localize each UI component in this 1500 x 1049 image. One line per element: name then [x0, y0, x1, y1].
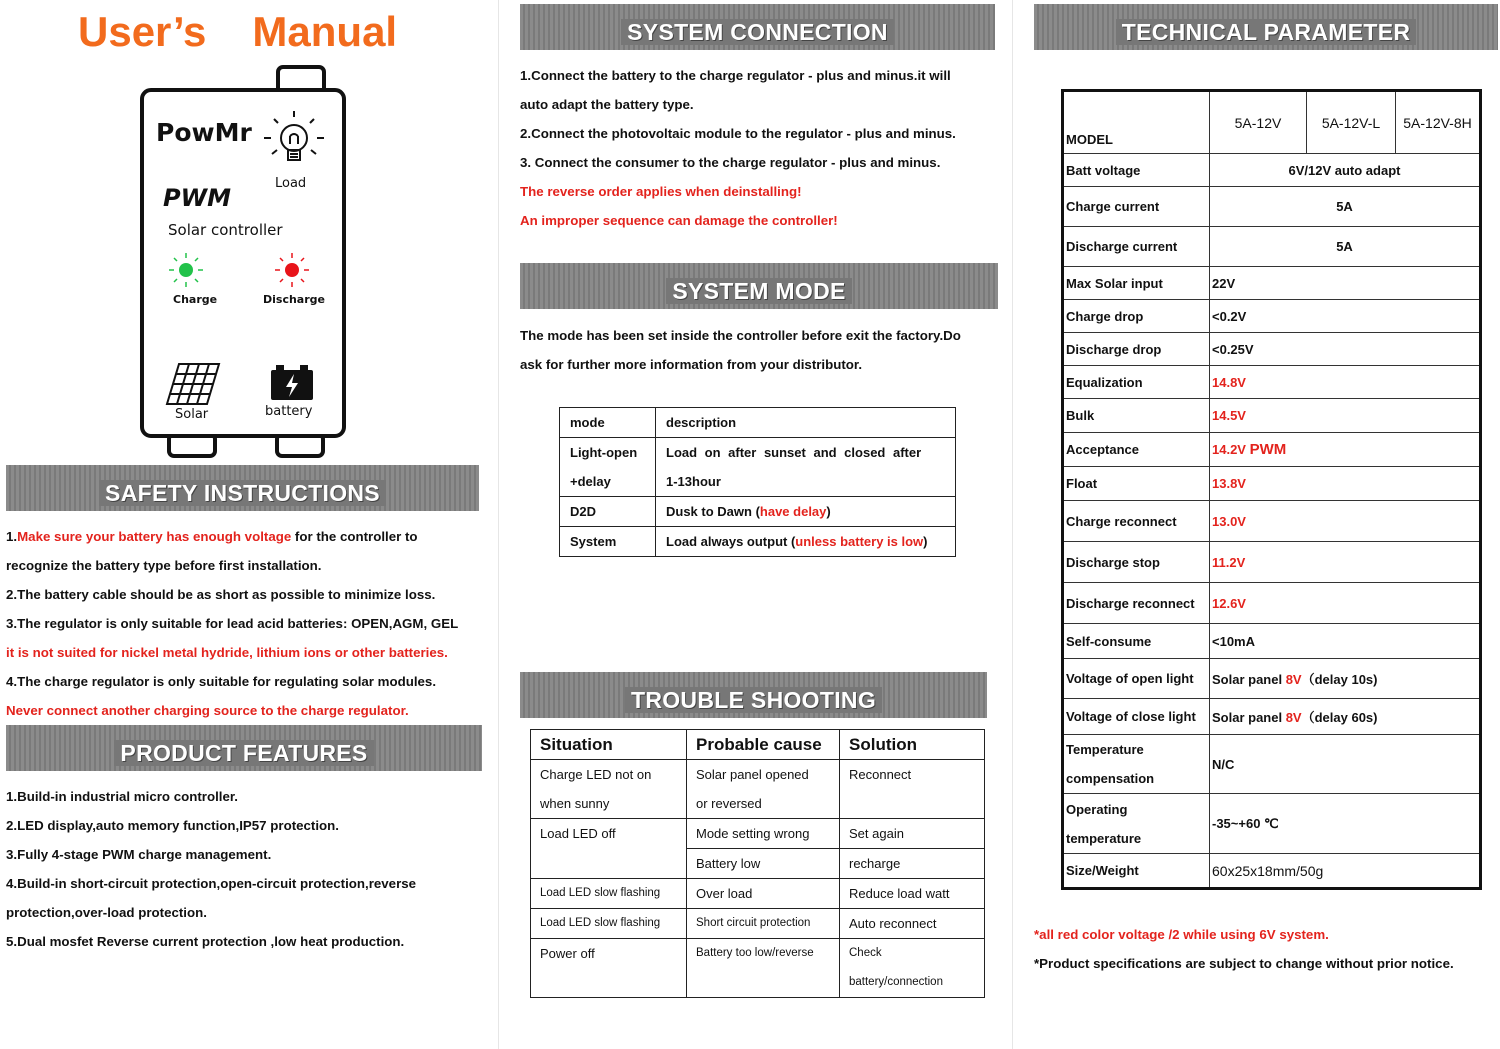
table-row: Batt voltage 6V/12V auto adapt — [1063, 154, 1481, 187]
feature-item: 5.Dual mosfet Reverse current protection ,low heat production. — [6, 934, 405, 949]
table-row: System Load always output (unless battery is low) — [560, 527, 956, 557]
table-row: Discharge reconnect 12.6V — [1063, 583, 1481, 624]
table-row: D2D Dusk to Dawn (have delay) — [560, 497, 956, 527]
table-row: Max Solar input 22V — [1063, 267, 1481, 300]
table-row: Float 13.8V — [1063, 467, 1481, 501]
table-row: Charge LED not on when sunny Solar panel opened or reversed Reconnect — [531, 760, 985, 819]
table-row: Charge reconnect 13.0V — [1063, 501, 1481, 542]
fold-line-1 — [498, 0, 499, 1049]
device-illustration — [135, 64, 350, 464]
trouble-heading: TROUBLE SHOOTING — [520, 672, 987, 718]
trouble-table — [530, 729, 985, 998]
table-row: Light-open +delay Load on after sunset and closed after 1-13hour — [560, 438, 956, 497]
feature-item: 3.Fully 4-stage PWM charge management. — [6, 847, 272, 862]
charge-label: Charge — [173, 293, 218, 306]
safety-line-2: recognize the battery type before first installation. — [6, 558, 322, 573]
table-row — [560, 408, 956, 438]
table-row: Bulk 14.5V — [1063, 399, 1481, 433]
connection-line-3: 2.Connect the photovoltaic module to the regulator - plus and minus. — [520, 126, 956, 141]
tech-table — [1061, 89, 1482, 890]
mode-col-header: mode — [560, 408, 656, 438]
connection-warning-1: The reverse order applies when deinstalling! — [520, 184, 802, 199]
device-subtitle: Solar controller — [168, 221, 283, 239]
solar-label: Solar — [175, 407, 209, 422]
safety-line-3: 2.The battery cable should be as short as possible to minimize loss. — [6, 587, 436, 602]
safety-line-6: 4.The charge regulator is only suitable for regulating solar modules. — [6, 674, 437, 689]
safety-heading: SAFETY INSTRUCTIONS — [6, 465, 479, 511]
title-users: User’s — [78, 8, 207, 55]
safety-line-7: Never connect another charging source to the charge regulator. — [6, 703, 409, 718]
features-heading: PRODUCT FEATURES — [6, 725, 482, 771]
table-row: MODEL 5A-12V 5A-12V-L 5A-12V-8H — [1063, 91, 1481, 154]
connection-warning-2: An improper sequence can damage the controller! — [520, 213, 838, 228]
table-row: Discharge drop <0.25V — [1063, 333, 1481, 366]
table-row: Voltage of close light Solar panel 8V（delay 60s) — [1063, 699, 1481, 735]
table-row: Equalization 14.8V — [1063, 366, 1481, 399]
feature-item: 2.LED display,auto memory function,IP57 protection. — [6, 818, 339, 833]
table-row: Discharge stop 11.2V — [1063, 542, 1481, 583]
table-row: Acceptance 14.2V PWM — [1063, 433, 1481, 467]
table-row: Charge current 5A — [1063, 187, 1481, 227]
light-bulb-icon — [259, 106, 329, 176]
desc-col-header: description — [656, 408, 956, 438]
table-row: Voltage of open light Solar panel 8V（delay 10s) — [1063, 659, 1481, 699]
connection-line-2: auto adapt the battery type. — [520, 97, 694, 112]
feature-item: 1.Build-in industrial micro controller. — [6, 789, 238, 804]
safety-line-1: 1.Make sure your battery has enough voltage for the controller to — [6, 529, 418, 544]
page-title — [78, 8, 397, 56]
table-row: Load LED slow flashing Over load Reduce load watt — [531, 879, 985, 909]
table-row: Situation Probable cause Solution — [531, 730, 985, 760]
safety-line-4: 3.The regulator is only suitable for lead acid batteries: OPEN,AGM, GEL — [6, 616, 459, 631]
solar-panel-icon — [163, 360, 223, 410]
table-row: Load LED off Mode setting wrong Set again — [531, 819, 985, 849]
table-row: Operating temperature -35~+60 ℃ — [1063, 794, 1481, 854]
tech-note-1: *all red color voltage /2 while using 6V system. — [1034, 927, 1329, 942]
fold-line-2 — [1012, 0, 1013, 1049]
battery-icon — [267, 362, 317, 404]
table-row: Load LED slow flashing Short circuit protection Auto reconnect — [531, 909, 985, 939]
feature-item: protection,over-load protection. — [6, 905, 207, 920]
table-row: Power off Battery too low/reverse Check battery/connection — [531, 939, 985, 998]
mode-table — [559, 407, 956, 557]
discharge-led-icon — [272, 250, 312, 290]
safety-line-5: it is not suited for nickel metal hydride, lithium ions or other batteries. — [6, 645, 448, 660]
connection-line-4: 3. Connect the consumer to the charge regulator - plus and minus. — [520, 155, 941, 170]
title-manual: Manual — [252, 8, 398, 55]
mode-intro: The mode has been set inside the controller before exit the factory.Do ask for further more information from your distributor. — [520, 328, 961, 372]
table-row: Size/Weight 60x25x18mm/50g — [1063, 854, 1481, 889]
tech-note-2: *Product specifications are subject to change without prior notice. — [1034, 956, 1454, 971]
battery-label: battery — [265, 404, 313, 419]
discharge-label: Discharge — [263, 293, 325, 306]
connection-heading: SYSTEM CONNECTION — [520, 4, 995, 50]
table-row: Self-consume <10mA — [1063, 624, 1481, 659]
mode-heading: SYSTEM MODE — [520, 263, 998, 309]
features-list — [6, 782, 496, 956]
load-label: Load — [275, 176, 307, 191]
feature-item: 4.Build-in short-circuit protection,open-circuit protection,reverse — [6, 876, 417, 891]
connection-line-1: 1.Connect the battery to the charge regulator - plus and minus.it will — [520, 68, 951, 83]
device-model: PWM — [163, 184, 231, 212]
table-row: Charge drop <0.2V — [1063, 300, 1481, 333]
table-row: Battery low recharge — [531, 849, 985, 879]
table-row: Discharge current 5A — [1063, 227, 1481, 267]
tech-heading: TECHNICAL PARAMETER — [1034, 4, 1498, 50]
connection-steps — [520, 61, 1000, 235]
charge-led-icon — [166, 250, 206, 290]
safety-instructions — [6, 522, 496, 725]
device-brand: PowMr — [156, 118, 252, 147]
table-row: Temperature compensation N/C — [1063, 735, 1481, 794]
